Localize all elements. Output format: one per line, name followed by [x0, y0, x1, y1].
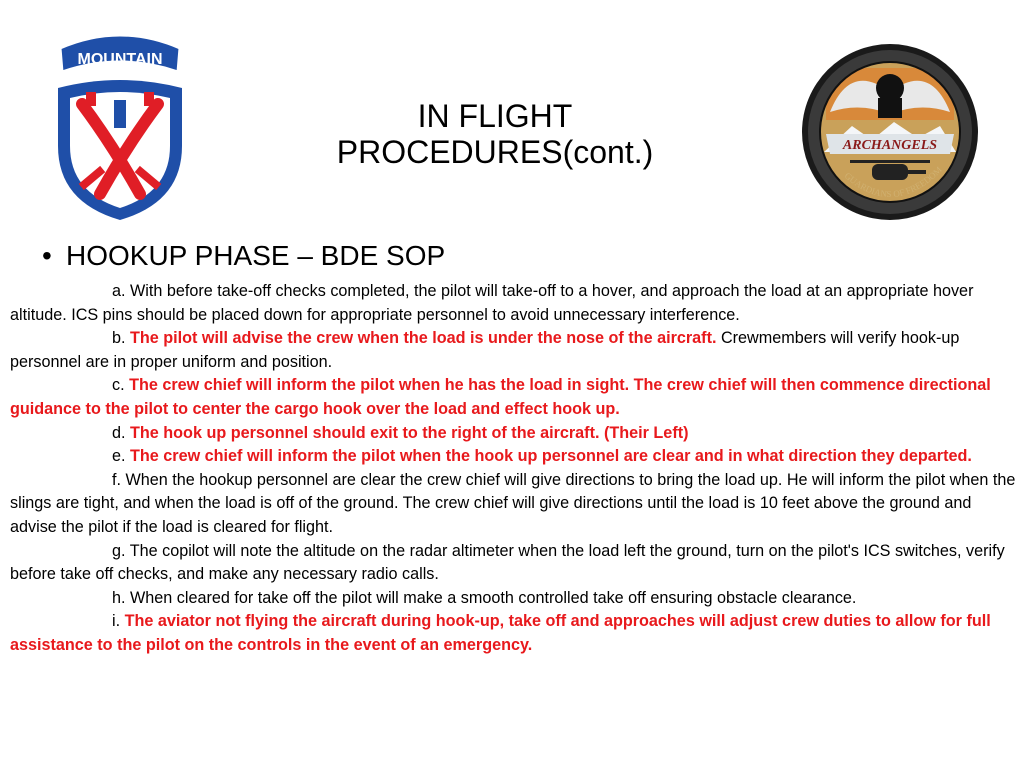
item-i-lead: i. [112, 612, 125, 631]
item-f-text: f. When the hookup personnel are clear the crew chief will give directions to bring the load up. He will inform the pilot when the slings are tight, and when the load is off of the ground. The crew chief will give directions until the load is 10 feet above the ground and advise the pilot if the load is cleared for flight. [10, 470, 1016, 536]
item-c-emphasis: The crew chief will inform the pilot when he has the load in sight. The crew chief will then commence directional guidance to the pilot to center the cargo hook over the load and effect hook up. [10, 376, 991, 418]
item-b-emphasis: The pilot will advise the crew when the load is under the nose of the aircraft. [130, 329, 717, 348]
procedure-item-b [10, 327, 1016, 374]
procedure-item-c [10, 374, 1016, 421]
title-line-1: IN FLIGHT [417, 98, 573, 134]
mountain-division-patch-logo [52, 26, 188, 222]
item-d-emphasis: The hook up personnel should exit to the right of the aircraft. (Their Left) [130, 423, 689, 442]
svg-text:ARCHANGELS: ARCHANGELS [842, 138, 938, 153]
svg-text:GUARDIANS OF FREEDOM: GUARDIANS OF FREEDOM [842, 164, 944, 200]
item-d-lead: d. [112, 423, 130, 442]
bullet-symbol: • [42, 240, 52, 271]
item-g-text: g. The copilot will note the altitude on the radar altimeter when the load left the ground, turn on the pilot's ICS switches, verify before take off checks, and make any necessary radio calls. [10, 541, 1005, 584]
item-b-lead: b. [112, 329, 130, 348]
archangels-seal-logo [790, 42, 990, 222]
patch-banner-text: MOUNTAIN [77, 51, 163, 68]
procedure-body [10, 280, 1016, 658]
item-e-lead: e. [112, 447, 130, 466]
bullet-heading-text: HOOKUP PHASE – BDE SOP [66, 240, 446, 271]
procedure-item-f [10, 469, 1016, 540]
item-b-tail: Crewmembers will verify hook-up personnel are in proper uniform and position. [10, 329, 960, 371]
slide-title [300, 98, 690, 170]
item-e-emphasis: The crew chief will inform the pilot when the hook up personnel are clear and in what direction they departed. [130, 447, 972, 466]
procedure-item-a [10, 280, 1016, 327]
item-a-text: a. With before take-off checks completed, the pilot will take-off to a hover, and approach the load at an appropriate hover altitude. ICS pins should be placed down for appropriate personnel to avoid unnecessary interference. [10, 282, 974, 324]
bullet-heading [42, 240, 445, 272]
item-i-emphasis: The aviator not flying the aircraft during hook-up, take off and approaches will adjust crew duties to allow for full assistance to the pilot on the controls in the event of an emergency. [10, 612, 991, 654]
procedure-item-g [10, 540, 1016, 587]
procedure-item-e [10, 445, 1016, 469]
item-h-text: h. When cleared for take off the pilot will make a smooth controlled take off ensuring obstacle clearance. [112, 588, 857, 607]
title-line-2: PROCEDURES(cont.) [336, 134, 654, 170]
procedure-item-i [10, 610, 1016, 657]
procedure-item-d [10, 422, 1016, 446]
item-c-lead: c. [112, 376, 130, 395]
procedure-item-h [10, 587, 1016, 611]
